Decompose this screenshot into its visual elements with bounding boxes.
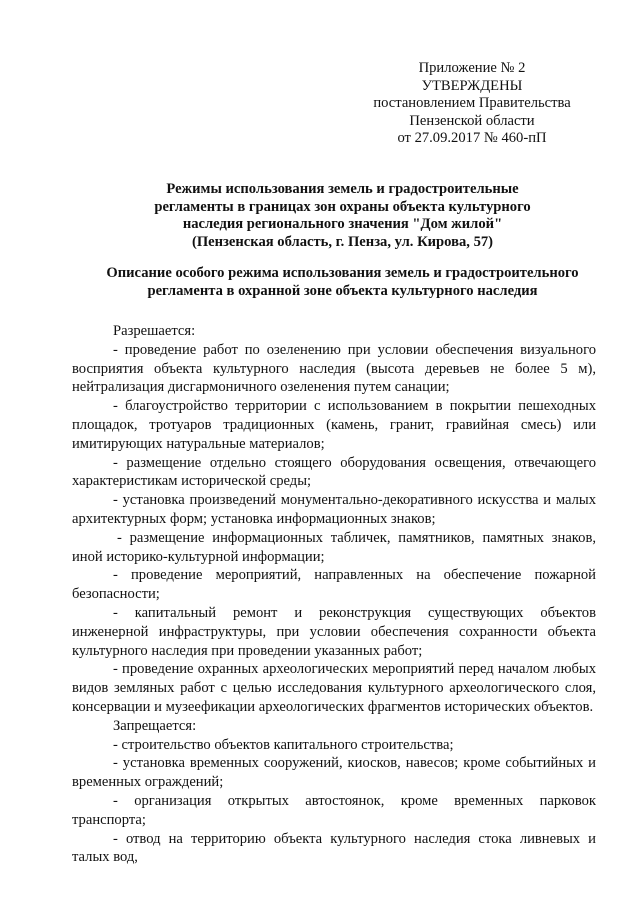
forbidden-item: - строительство объектов капитального строительства; <box>113 736 454 753</box>
forbidden-item: - установка временных сооружений, киосков, навесов; кроме событийных и временных ограждений; <box>72 755 596 791</box>
allowed-item: - благоустройство территории с использованием в покрытии пешеходных площадок, тротуаров традиционных (камень, гранит, гравийная смесь) или имитирующих натуральные материалов; <box>72 398 596 452</box>
document-title <box>115 181 570 251</box>
allowed-item: - размещение отдельно стоящего оборудования освещения, отвечающего характеристикам исторической среды; <box>72 454 596 490</box>
section-title <box>60 265 625 300</box>
forbidden-item: - отвод на территорию объекта культурного наследия стока ливневых и талых вод, <box>72 830 596 866</box>
title-line: регламенты в границах зон охраны объекта культурного <box>154 198 531 215</box>
allowed-item: - установка произведений монументально-декоративного искусства и малых архитектурных форм; установка информационных знаков; <box>72 492 596 527</box>
appendix-number: Приложение № 2 <box>418 60 526 76</box>
approval-block <box>352 60 592 148</box>
allowed-heading: Разрешается: <box>113 323 196 339</box>
allowed-item: - капитальный ремонт и реконструкция существующих объектов инженерной инфраструктуры, при условии обеспечения сохранности объекта культурного наследия при проведении указанных работ; <box>72 604 596 659</box>
forbidden-heading: Запрещается: <box>113 717 197 734</box>
title-line: Режимы использования земель и градостроительные <box>166 181 519 197</box>
forbidden-item: - организация открытых автостоянок, кроме временных парковок транспорта; <box>72 792 596 828</box>
section-title-line: регламента в охранной зоне объекта культурного наследия <box>147 282 538 299</box>
allowed-item: - размещение информационных табличек, памятников, памятных знаков, иной историко-культурной информации; <box>72 529 596 565</box>
allowed-item: - проведение работ по озеленению при условии обеспечения визуального восприятия объекта культурного наследия (высота деревьев не более 5 м), нейтрализация дисгармоничного озеленения путем санации; <box>72 341 596 396</box>
title-line: (Пензенская область, г. Пенза, ул. Кирова, 57) <box>191 233 494 250</box>
regime-description <box>72 322 596 867</box>
section-title-line: Описание особого режима использования земель и градостроительного <box>106 265 579 281</box>
approval-date-number: от 27.09.2017 № 460-пП <box>397 130 547 146</box>
allowed-item: - проведение охранных археологических мероприятий перед началом любых видов земляных работ с целью исследования культурного археологического слоя, консервации и музеефикации археологических фрагментов исторических объектов. <box>72 661 596 715</box>
approval-authority: постановлением Правительства <box>373 95 571 111</box>
approval-region: Пензенской области <box>409 112 535 129</box>
approved-label: УТВЕРЖДЕНЫ <box>421 77 523 94</box>
allowed-item: - проведение мероприятий, направленных на обеспечение пожарной безопасности; <box>72 567 596 603</box>
title-line: наследия регионального значения "Дом жилой" <box>182 216 503 232</box>
